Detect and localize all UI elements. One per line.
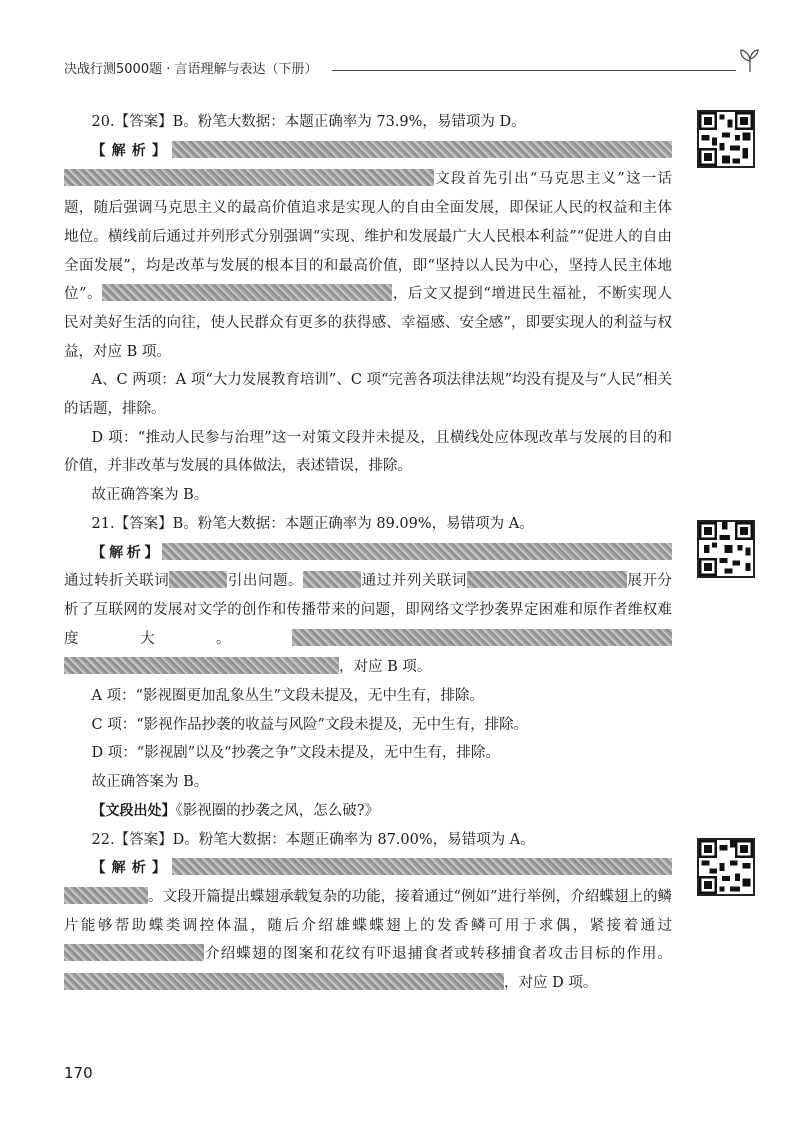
q21-answer-line: 21.【答案】B。粉笔大数据：本题正确率为 89.09%，易错项为 A。 (91, 515, 534, 532)
q20-option-ac: A、C 两项：A 项“大力发展教育培训”、C 项“完善各项法律法规”均没有提及与“人民”相关的话题，排除。 (64, 372, 672, 418)
q22-analysis-label: 【解析】 (91, 860, 172, 877)
q22-analysis-text: 介绍蝶翅的图案和花纹有吓退捕食者或转移捕食者攻击目标的作用。 (204, 946, 672, 963)
q21-analysis-text: 通过转折关联词 (64, 573, 170, 590)
q21-option-d: D 项：“影视剧”以及“抄袭之争”文段未提及，无中生有，排除。 (91, 745, 500, 762)
answer-content (64, 108, 672, 998)
q20-analysis-text: 文段首先引出“马克思主义”这一话题，随后强调马克思主义的最高价值追求是实现人的自由全面发展，即保证人民的权益和主体地位。横线前后通过并列形式分别强调“实现、维护和发展最广大人民根本利益”“促进人的自由全面发展”，均是改革与发展的根本目的和最高价值，即“坚持以人民为中心，坚持人民主体地位”。 (64, 171, 672, 303)
q21-blurred-text (292, 629, 672, 646)
qr-code-q20[interactable] (697, 110, 755, 168)
q22-blurred-text (64, 944, 204, 961)
q20-blurred-text (102, 284, 392, 301)
q20-analysis-label: 【解析】 (91, 142, 172, 159)
q22-answer-line: 22.【答案】D。粉笔大数据：本题正确率为 87.00%，易错项为 A。 (91, 831, 535, 848)
q20-blurred-text (64, 169, 434, 186)
header-rule (332, 70, 736, 71)
q21-blurred-text (169, 571, 227, 588)
q22-blurred-text (64, 887, 148, 904)
q21-blurred-text (162, 543, 672, 560)
q21-source (64, 797, 672, 826)
q21-conclusion: 故正确答案为 B。 (91, 774, 209, 791)
q20-analysis-text: ，后文又提到“增进民生福祉，不断实现人民对美好生活的向往，使人民群众有更多的获得感、幸福感、安全感”，即要实现人的利益与权益，对应 B 项。 (64, 286, 672, 360)
page-number: 170 (64, 1064, 93, 1082)
q20-conclusion: 故正确答案为 B。 (91, 487, 209, 504)
q21-analysis-text: 通过并列关联词 (361, 573, 467, 590)
q21-analysis-label: 【解析】 (91, 544, 162, 561)
q20-blurred-text (172, 141, 672, 158)
q22-blurred-text (64, 973, 504, 990)
qr-code-q21[interactable] (697, 520, 755, 578)
q21-analysis-text: 引出问题。 (227, 573, 304, 590)
sprout-icon (736, 46, 764, 74)
q21-analysis-text: 展开分析了互联网的发展对文学的创作和传播带来的问题，即网络文学抄袭界定困难和原作者维权难度大。 (64, 573, 673, 647)
q21-blurred-text (467, 571, 627, 588)
q20-answer-line: 20.【答案】B。粉笔大数据：本题正确率为 73.9%，易错项为 D。 (91, 114, 526, 130)
q20-analysis (64, 137, 672, 367)
q20-option-d: D 项：“推动人民参与治理”这一对策文段并未提及，且横线处应体现改革与发展的目的和价值，并非改革与发展的具体做法，表述错误，排除。 (64, 429, 672, 475)
q21-option-c: C 项：“影视作品抄袭的收益与风险”文段未提及，无中生有，排除。 (91, 716, 529, 733)
q21-option-a: A 项：“影视圈更加乱象丛生”文段未提及，无中生有，排除。 (91, 688, 484, 705)
q21-blurred-text (64, 657, 339, 674)
q22-analysis-text: ，对应 D 项。 (504, 975, 598, 992)
q21-blurred-text (303, 571, 361, 588)
q22-blurred-text (172, 858, 672, 875)
page-header (64, 58, 764, 82)
q22-analysis-text: 。文段开篇提出蝶翅承载复杂的功能，接着通过“例如”进行举例，介绍蝶翅上的鳞片能够帮助蝶类调控体温，随后介绍雄蝶蝶翅上的发香鳞可用于求偶，紧接着通过 (64, 888, 672, 934)
q21-analysis-text: ，对应 B 项。 (339, 659, 432, 676)
q21-source-text: 《影视圈的抄袭之风，怎么破?》 (175, 802, 380, 819)
q21-analysis (64, 539, 672, 683)
q21-source-label: 【文段出处】 (91, 802, 176, 819)
book-title: 决战行测5000题 · 言语理解与表达（下册） (64, 62, 318, 77)
qr-code-q22[interactable] (697, 838, 755, 896)
q22-analysis (64, 854, 672, 998)
